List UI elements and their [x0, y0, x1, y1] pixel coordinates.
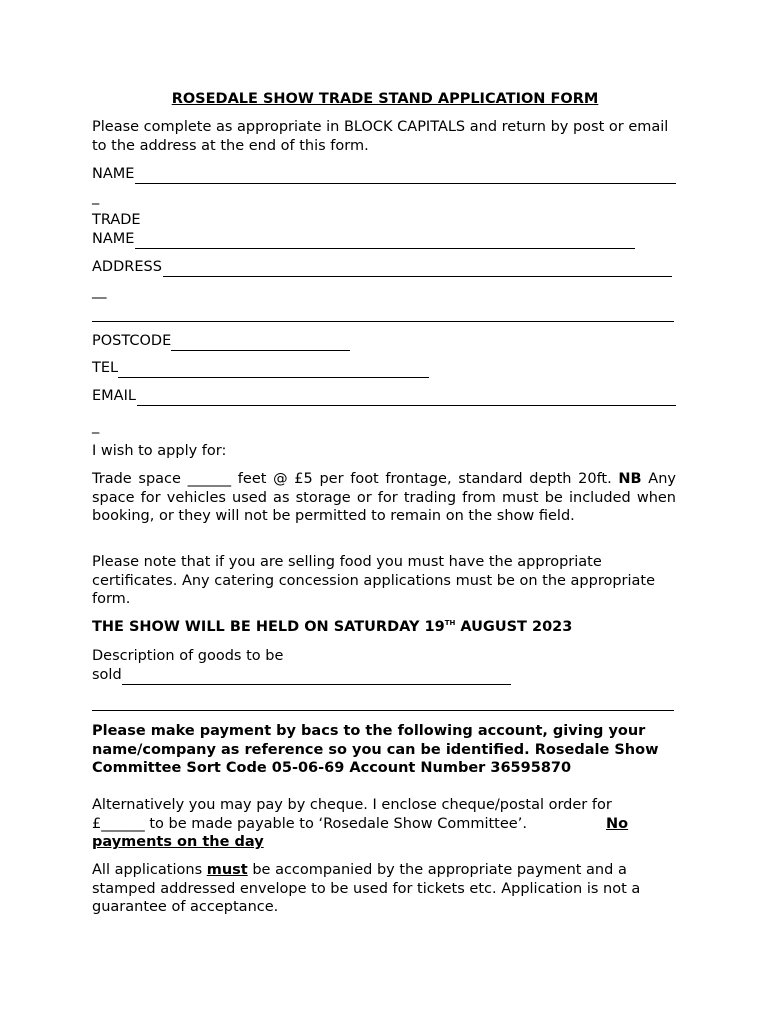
- food-note: Please note that if you are selling food you must have the appropriate certificates. Any catering concession applications must be on the appropriate form.: [92, 554, 656, 607]
- trade-space-text: Trade space ______ feet @ £5 per foot frontage, standard depth 20ft.: [92, 471, 612, 487]
- trade-space-note: Any space for vehicles used as storage or for trading from must be included when booking, or they will not be permitted to remain on the show field.: [92, 471, 676, 524]
- show-date-before: THE SHOW WILL BE HELD ON SATURDAY 19: [92, 619, 445, 635]
- goods-sold-label: sold: [92, 667, 122, 683]
- show-date-after: AUGUST 2023: [455, 619, 573, 635]
- address-field[interactable]: [92, 258, 672, 277]
- form-title: ROSEDALE SHOW TRADE STAND APPLICATION FORM: [171, 91, 599, 107]
- postcode-field[interactable]: [92, 332, 676, 351]
- trade-name-label: NAME: [92, 231, 135, 247]
- postcode-fill-line[interactable]: [171, 335, 350, 351]
- apply-heading: I wish to apply for:: [92, 443, 227, 459]
- closing-paragraph: [92, 861, 676, 917]
- trade-space-paragraph: [92, 470, 676, 526]
- goods-line-2[interactable]: [92, 710, 674, 711]
- cheque-payable-text: £______ to be made payable to ‘Rosedale Show Committee’.: [92, 816, 527, 832]
- postcode-label: POSTCODE: [92, 333, 172, 349]
- closing-must: must: [206, 862, 248, 878]
- email-fill-line[interactable]: [137, 390, 676, 406]
- address-line-2[interactable]: [92, 321, 674, 322]
- no-payments-text: payments on the day: [92, 834, 264, 850]
- no-payments-word: No: [606, 816, 629, 832]
- name-label: NAME: [92, 166, 135, 182]
- closing-after: be accompanied by the appropriate payment and a stamped addressed envelope to be used for tickets etc. Application is not a guarantee of acceptance.: [92, 862, 641, 915]
- address-overflow: __: [92, 283, 107, 299]
- show-date-sup: TH: [444, 619, 456, 627]
- address-fill-line[interactable]: [163, 261, 672, 277]
- intro-text: Please complete as appropriate in BLOCK CAPITALS and return by post or email to the address at the end of this form.: [92, 119, 669, 154]
- cheque-line-2: [92, 815, 676, 834]
- tel-fill-line[interactable]: [118, 362, 429, 378]
- closing-before: All applications: [92, 862, 203, 878]
- nb-marker: NB: [618, 471, 642, 487]
- tel-field[interactable]: [92, 359, 676, 378]
- trade-label-line1: TRADE: [92, 212, 141, 228]
- name-fill-line[interactable]: [135, 168, 676, 184]
- goods-field[interactable]: [92, 666, 676, 685]
- payment-instructions: Please make payment by bacs to the following account, giving your name/company as reference so you can be identified. Rosedale Show Committee Sort Code 05-06-69 Account Number 36595870: [92, 723, 659, 776]
- goods-fill-line[interactable]: [122, 669, 511, 685]
- email-overflow: _: [92, 418, 100, 434]
- name-field[interactable]: [92, 165, 676, 184]
- email-field[interactable]: [92, 387, 676, 406]
- trade-name-field[interactable]: [92, 230, 635, 249]
- email-label: EMAIL: [92, 388, 136, 404]
- goods-label-line1: Description of goods to be: [92, 648, 284, 664]
- address-label: ADDRESS: [92, 259, 162, 275]
- show-date-heading: [92, 618, 676, 637]
- name-overflow: _: [92, 189, 100, 205]
- cheque-line-1: Alternatively you may pay by cheque. I enclose cheque/postal order for: [92, 797, 612, 813]
- tel-label: TEL: [92, 360, 119, 376]
- trade-name-fill-line[interactable]: [135, 233, 635, 249]
